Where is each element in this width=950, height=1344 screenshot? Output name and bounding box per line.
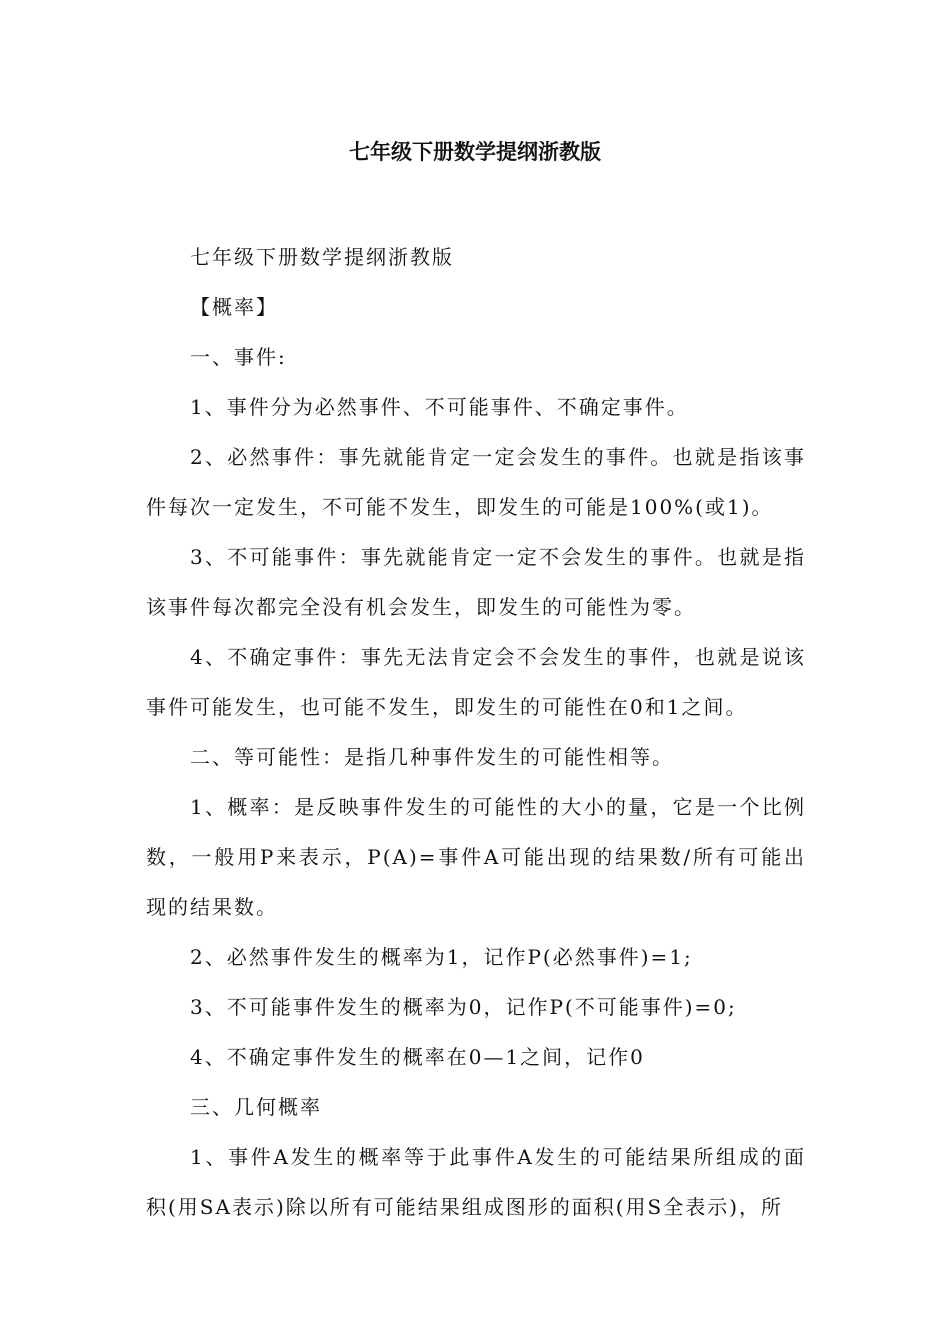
heading-geometric-probability: 三、几何概率 [190,1095,322,1119]
document-title: 七年级下册数学提纲浙教版 [349,140,601,164]
paragraph: 3、不可能事件：事先就能肯定一定不会发生的事件。也就是指该事件每次都完全没有机会发生，即发生的可能性为零。 [146,545,806,619]
paragraph: 4、不确定事件发生的概率在0—1之间，记作0 [190,1045,645,1069]
paragraph-subtitle: 七年级下册数学提纲浙教版 [190,245,454,269]
section-heading-probability: 【概率】 [190,295,278,319]
heading-equal-possibility: 二、等可能性：是指几种事件发生的可能性相等。 [190,745,674,769]
paragraph: 3、不可能事件发生的概率为0，记作P(不可能事件)=0; [190,995,737,1019]
heading-events: 一、事件: [190,345,287,369]
paragraph: 1、事件分为必然事件、不可能事件、不确定事件。 [190,395,689,419]
document-body [146,232,806,1232]
paragraph: 2、必然事件发生的概率为1，记作P(必然事件)=1; [190,945,693,969]
paragraph: 4、不确定事件：事先无法肯定会不会发生的事件，也就是说该事件可能发生，也可能不发生，即发生的可能性在0和1之间。 [146,645,806,719]
paragraph: 1、事件A发生的概率等于此事件A发生的可能结果所组成的面积(用SA表示)除以所有可能结果组成图形的面积(用S全表示)，所 [146,1145,806,1219]
paragraph: 2、必然事件：事先就能肯定一定会发生的事件。也就是指该事件每次一定发生，不可能不发生，即发生的可能是100%(或1)。 [146,445,806,519]
paragraph: 1、概率：是反映事件发生的可能性的大小的量，它是一个比例数，一般用P来表示，P(A)=事件A可能出现的结果数/所有可能出现的结果数。 [146,795,806,919]
